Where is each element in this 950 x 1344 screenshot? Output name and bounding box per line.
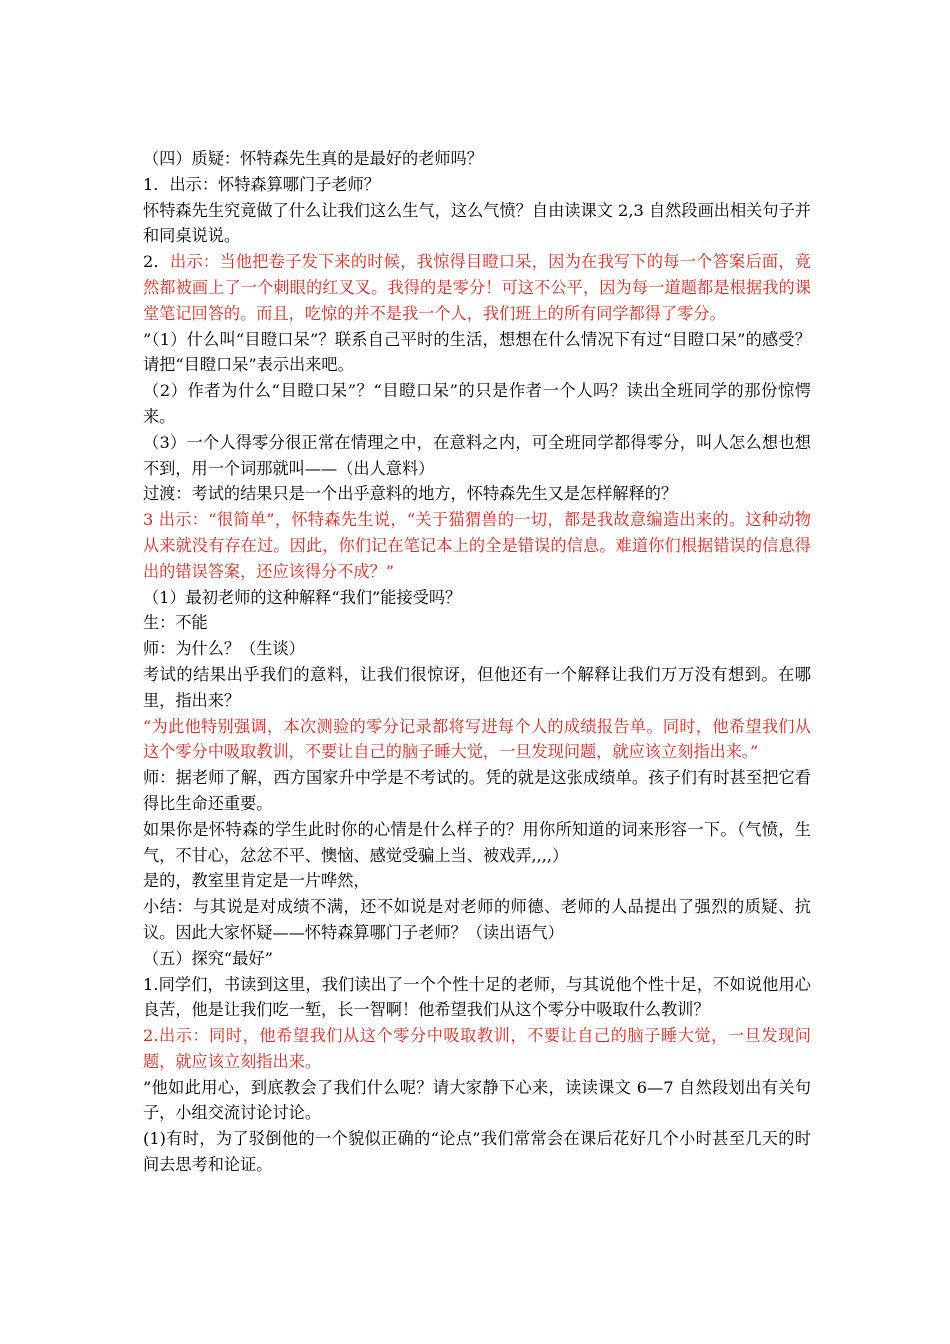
paragraph-explore-1: 1.同学们，书读到这里，我们读出了一个个性十足的老师，与其说他个性十足，不如说他用心良苦，他是让我们吃一堑，长一智啊！他希望我们从这个零分中吸取什么教训？	[143, 974, 811, 1020]
item-2-quote	[143, 249, 811, 326]
section-heading-5: （五）探究“最好”	[143, 948, 273, 968]
paragraph-classroom: 是的，教室里肯定是一片哗然，	[143, 871, 370, 891]
student-answer: 生：不能	[143, 613, 208, 633]
paragraph-explore-2-quote: 2.出示：同时，他希望我们从这个零分中吸取教训，不要让自己的脑子睡大觉，一旦发现问题，就应该立刻指出来。	[143, 1026, 811, 1071]
sub-question-3: （3）一个人得零分很正常在情理之中，在意料之内，可全班同学都得零分，叫人怎么想也想不到，用一个词那就叫——（出人意料）	[143, 432, 811, 478]
section-heading-4: （四）质疑：怀特森先生真的是最好的老师吗？	[143, 149, 483, 168]
sub-question-2: （2）作者为什么“目瞪口呆”？“目瞪口呆”的只是作者一个人吗？读出全班同学的那份惊愕来。	[143, 381, 811, 426]
teacher-question: 师：为什么？（生谈）	[143, 639, 305, 659]
summary-paragraph: 小结：与其说是对成绩不满，还不如说是对老师的师德、老师的人品提出了强烈的质疑、抗议。因此大家怀疑——怀特森算哪门子老师？（读出语气）	[143, 897, 811, 942]
transition-line: 过渡：考试的结果只是一个出乎意料的地方，怀特森先生又是怎样解释的？	[143, 484, 678, 504]
emphasis-quote: “为此他特别强调，本次测验的零分记录都将写进每个人的成绩报告单。同时，他希望我们从这个零分中吸取教训，不要让自己的脑子睡大觉，一旦发现问题，就应该立刻指出来。”	[143, 716, 811, 762]
item-2-number: 2．	[143, 252, 170, 272]
paragraph-result: 考试的结果出乎我们的意料，让我们很惊讶，但他还有一个解释让我们万万没有想到。在哪里，指出来？	[143, 664, 811, 710]
teacher-note: 师：据老师了解，西方国家升中学是不考试的。凭的就是这张成绩单。孩子们有时甚至把它看得比生命还重要。	[143, 768, 811, 813]
paragraph-explore-point-1: (1)有时，为了驳倒他的一个貌似正确的“论点”我们常常会在课后花好几个小时甚至几天的时间去思考和论证。	[143, 1129, 811, 1175]
paragraph-explore-reading: ”他如此用心，到底教会了我们什么呢？请大家静下心来，读读课文 6—7 自然段划出有关句子，小组交流讨论讨论。	[143, 1077, 811, 1123]
item-2-quote-text: 出示：当他把卷子发下来的时候，我惊得目瞪口呆，因为在我写下的每一个答案后面，竟然都被画上了一个刺眼的红叉叉。我得的是零分！可这不公平，因为每一道题都是根据我的课堂笔记回答的。而且，吃惊的并不是我一个人，我们班上的所有同学都得了零分。	[143, 252, 811, 323]
paragraph-question: 怀特森先生究竟做了什么让我们这么生气，这么气愤？自由读课文 2,3 自然段画出相关句子并和同桌说说。	[143, 200, 811, 246]
sub-question-accept: （1）最初老师的这种解释“我们”能接受吗？	[143, 587, 462, 607]
item-3-quote: 3 出示：“很简单”，怀特森先生说，“关于猫猬兽的一切，都是我故意编造出来的。这种动物从来就没有存在过。因此，你们记在笔记本上的全是错误的信息。难道你们根据错误的信息得出的错误答案，还应该得分不成？”	[143, 510, 811, 581]
document-page	[143, 146, 811, 1178]
sub-question-1: ”（1）什么叫“目瞪口呆”？联系自己平时的生活，想想在什么情况下有过“目瞪口呆”的感受？请把“目瞪口呆”表示出来吧。	[143, 329, 811, 375]
item-1-prompt: 1．出示：怀特森算哪门子老师？	[143, 174, 380, 194]
paragraph-feelings: 如果你是怀特森的学生此时你的心情是什么样子的？用你所知道的词来形容一下。（气愤，生气，不甘心，忿忿不平、懊恼、感觉受骗上当、被戏弄,,,,）	[143, 819, 811, 865]
